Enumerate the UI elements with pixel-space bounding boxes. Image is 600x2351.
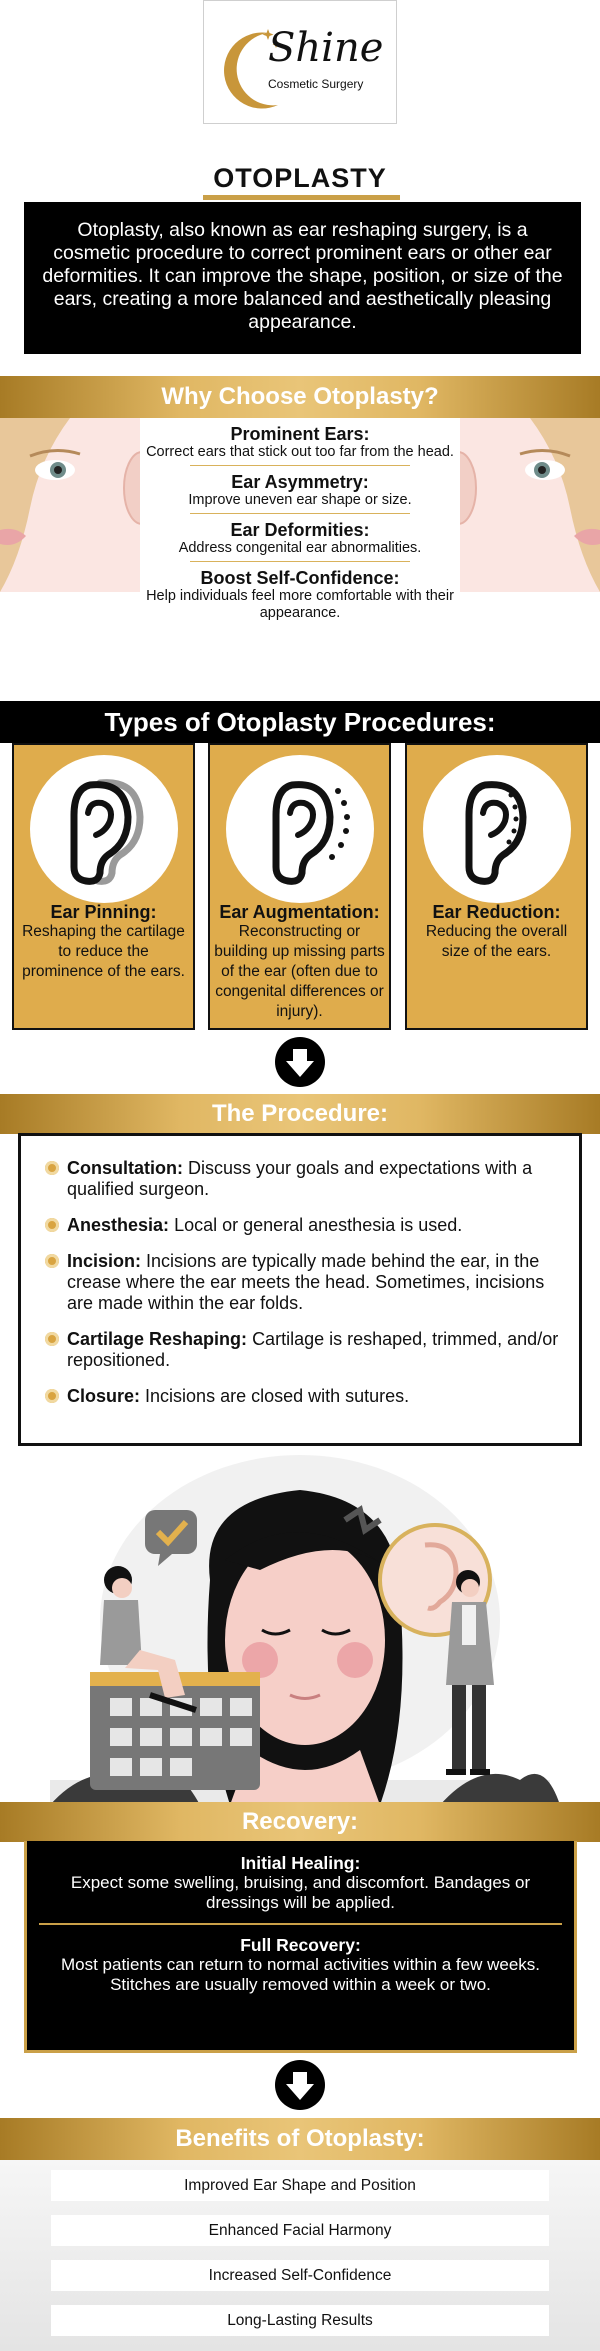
intro-text: Otoplasty, also known as ear reshaping surgery, is a cosmetic procedure to correct prominent ears or other ear deformities. It can improve the shape, position, or size of the ears, creating a more balanced and aesthetically pleasing appearance. [24, 202, 581, 354]
type-card-pinning [12, 743, 195, 1030]
bullet-icon [45, 1389, 59, 1403]
procedure-item-title: Incision: [67, 1251, 142, 1271]
benefit-item: Increased Self-Confidence [51, 2260, 549, 2291]
procedure-item [45, 1386, 563, 1407]
recovery-item-title: Initial Healing: [240, 1853, 361, 1873]
bullet-icon [45, 1218, 59, 1232]
procedure-item [45, 1329, 563, 1371]
procedure-item [45, 1158, 563, 1200]
bullet-icon [45, 1161, 59, 1175]
procedure-list [18, 1133, 582, 1446]
divider [39, 1923, 562, 1925]
recovery-item-title: Full Recovery: [240, 1935, 361, 1955]
recovery-item-text: Most patients can return to normal activities within a few weeks. Stitches are usually removed within a week or two. [60, 1955, 541, 1994]
why-item-title: Boost Self-Confidence: [200, 568, 400, 588]
procedure-item-text: Incisions are closed with sutures. [145, 1386, 410, 1406]
why-item-title: Ear Deformities: [230, 520, 370, 540]
types-heading: Types of Otoplasty Procedures: [0, 701, 600, 743]
why-item-text: Improve uneven ear shape or size. [188, 492, 412, 508]
logo-brand: Shine [268, 25, 384, 71]
ear-augmentation-icon [226, 755, 374, 903]
face-left-illustration [0, 418, 140, 592]
recovery-item-text: Expect some swelling, bruising, and discomfort. Bandages or dressings will be applied. [70, 1873, 531, 1912]
type-text [411, 902, 582, 962]
type-card-augmentation [208, 743, 391, 1030]
why-item-text: Address congenital ear abnormalities. [178, 540, 422, 556]
procedure-item-text: Cartilage is reshaped, trimmed, and/or repositioned. [67, 1329, 559, 1370]
procedure-item-text: Discuss your goals and expectations with a qualified surgeon. [67, 1158, 533, 1199]
bullet-icon [45, 1332, 59, 1346]
benefit-item: Enhanced Facial Harmony [51, 2215, 549, 2246]
recovery-item [39, 1853, 562, 1913]
recovery-heading: Recovery: [0, 1802, 600, 1842]
consultation-illustration [0, 1460, 600, 1805]
type-icon-circle [226, 755, 374, 903]
recovery-item [39, 1935, 562, 1995]
arrow-down-icon [275, 1037, 325, 1087]
type-description: Reducing the overall size of the ears. [425, 923, 568, 960]
type-description: Reshaping the cartilage to reduce the prominence of the ears. [22, 923, 185, 980]
page-title: OTOPLASTY [213, 163, 387, 193]
type-icon-circle [423, 755, 571, 903]
logo [203, 0, 397, 124]
procedure-item-title: Anesthesia: [67, 1215, 170, 1235]
type-description: Reconstructing or building up missing parts of the ear (often due to congenital differences or injury). [214, 923, 385, 1020]
benefit-item: Long-Lasting Results [51, 2305, 549, 2336]
type-title: Ear Augmentation: [219, 902, 380, 922]
procedure-item [45, 1215, 563, 1236]
type-text [18, 902, 189, 982]
type-icon-circle [30, 755, 178, 903]
bullet-icon [45, 1254, 59, 1268]
benefits-heading: Benefits of Otoplasty: [0, 2118, 600, 2160]
why-heading: Why Choose Otoplasty? [0, 376, 600, 418]
title-underline [203, 195, 400, 200]
why-item [140, 514, 460, 562]
logo-subtitle: Cosmetic Surgery [268, 77, 364, 91]
why-list [140, 418, 460, 621]
face-right-illustration [460, 418, 600, 592]
procedure-item-title: Cartilage Reshaping: [67, 1329, 248, 1349]
ear-reduction-icon [423, 755, 571, 903]
why-panel [0, 418, 600, 621]
procedure-heading: The Procedure: [0, 1094, 600, 1134]
procedure-item-title: Consultation: [67, 1158, 183, 1178]
why-item-text: Help individuals feel more comfortable with their appearance. [146, 588, 454, 621]
why-item [140, 418, 460, 466]
procedure-item-text: Incisions are typically made behind the ear, in the crease where the ear meets the head. Sometimes, incisions are made within the ear folds. [67, 1251, 545, 1313]
why-item [140, 466, 460, 514]
why-item [140, 562, 460, 622]
type-text [214, 902, 385, 1022]
why-item-text: Correct ears that stick out too far from the head. [146, 444, 454, 460]
procedure-item [45, 1251, 563, 1314]
why-item-title: Prominent Ears: [230, 424, 370, 444]
type-card-reduction [405, 743, 588, 1030]
recovery-list [24, 1841, 577, 2053]
procedure-item-title: Closure: [67, 1386, 141, 1406]
arrow-down-icon [275, 2060, 325, 2110]
why-item-title: Ear Asymmetry: [231, 472, 369, 492]
benefit-item: Improved Ear Shape and Position [51, 2170, 549, 2201]
type-title: Ear Reduction: [432, 902, 561, 922]
type-title: Ear Pinning: [50, 902, 157, 922]
ear-pinning-icon [30, 755, 178, 903]
procedure-item-text: Local or general anesthesia is used. [174, 1215, 463, 1235]
